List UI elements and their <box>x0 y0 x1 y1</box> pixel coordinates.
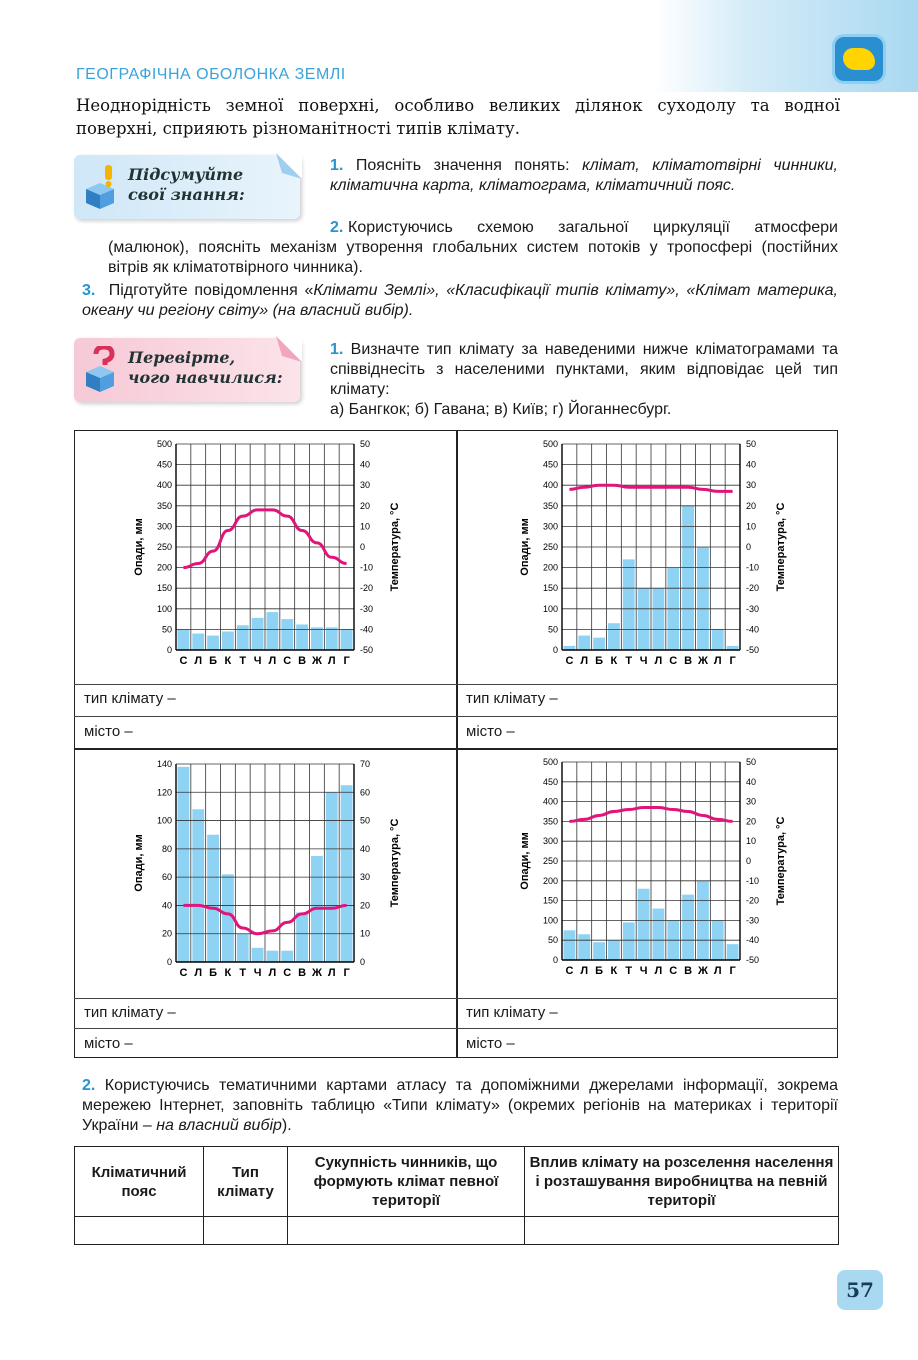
month-label: Ж <box>311 967 322 979</box>
temp-tick-label: 40 <box>746 776 757 787</box>
temp-tick-label: 30 <box>360 480 371 491</box>
block1-q2-start: 2. <box>330 219 344 236</box>
temp-tick-label: -40 <box>360 624 374 635</box>
month-label: Л <box>327 967 336 979</box>
temp-tick-label: 50 <box>746 439 757 449</box>
precip-bar <box>593 942 605 960</box>
precip-bar <box>296 624 308 650</box>
precip-bar <box>564 930 576 960</box>
precip-bar <box>192 809 204 962</box>
precip-tick-label: 400 <box>156 480 172 491</box>
month-label: Т <box>239 655 247 667</box>
city-2: місто – <box>466 723 515 740</box>
section-title: ГЕОГРАФІЧНА ОБОЛОНКА ЗЕМЛІ <box>76 66 346 83</box>
precip-bar <box>341 629 353 650</box>
temp-tick-label: 0 <box>360 957 366 967</box>
temp-axis-title: Температура, °С <box>389 818 401 908</box>
month-label: Ж <box>697 965 708 977</box>
cube-question-icon <box>82 346 120 394</box>
precip-bar <box>178 767 190 962</box>
temp-axis-title: Температура, °С <box>775 502 787 592</box>
precip-bar <box>326 627 338 650</box>
temp-tick-label: 70 <box>360 759 371 769</box>
temp-tick-label: 40 <box>746 459 757 470</box>
precip-tick-label: 150 <box>542 583 558 594</box>
temp-tick-label: 10 <box>746 521 757 532</box>
temp-tick-label: 40 <box>360 843 371 854</box>
city-3: місто – <box>84 1035 133 1052</box>
precip-tick-label: 200 <box>542 875 558 886</box>
precip-tick-label: 20 <box>161 928 172 939</box>
precip-tick-label: 350 <box>542 500 558 511</box>
temp-tick-label: 10 <box>746 836 757 847</box>
precip-bar <box>192 634 204 650</box>
cube-exclamation-icon <box>82 163 120 211</box>
month-label: К <box>610 965 618 977</box>
temp-tick-label: -30 <box>746 603 760 614</box>
precip-tick-label: 50 <box>161 624 172 635</box>
month-label: С <box>283 967 292 979</box>
precip-bar <box>727 944 739 960</box>
month-label: В <box>684 965 693 977</box>
block1-q3: 3. Підготуйте повідомлення «Клімати Землі», «Класифікації типів клімату», «Клімат материка, океану чи регіону світу» (на власний вибір). <box>82 282 838 319</box>
temp-tick-label: 30 <box>746 480 757 491</box>
temp-tick-label: 30 <box>360 872 371 883</box>
precip-bar <box>608 940 620 960</box>
precip-tick-label: 350 <box>156 500 172 511</box>
month-label: С <box>179 655 188 667</box>
precip-bar <box>638 889 650 960</box>
precip-bar <box>682 506 694 650</box>
precip-bar <box>267 951 279 962</box>
month-label: Ч <box>639 965 648 977</box>
precip-bar <box>237 934 249 962</box>
month-label: Ч <box>639 655 648 667</box>
precip-tick-label: 450 <box>156 459 172 470</box>
month-label: С <box>565 655 574 667</box>
precip-tick-label: 0 <box>166 957 172 967</box>
month-label: Л <box>268 967 277 979</box>
precip-bar <box>578 934 590 960</box>
temp-tick-label: 50 <box>746 757 757 767</box>
precip-tick-label: 500 <box>156 439 172 449</box>
month-label: Ж <box>311 655 322 667</box>
climatogram-2 <box>506 434 806 682</box>
precip-bar <box>207 835 219 962</box>
precip-bar <box>653 588 665 650</box>
month-label: С <box>669 655 678 667</box>
block2-q2: 2. Користуючись тематичними картами атласу та допоміжними джерелами інформації, зокрема мережею Інтернет, заповніть таблицю «Типи клімату» (окремих регіонів на материках і території України – на власний вибір). <box>82 1077 838 1134</box>
climate-type-2: тип клімату – <box>466 690 558 707</box>
block1-q2: Користуючись схемою загальної циркуляції атмосфери (малюнок), поясніть механізм утворення глобальних систем потоків у тропосфері (постійних вітрів як кліматотвірного чинника). <box>108 219 838 276</box>
climatogram-3 <box>120 754 420 994</box>
month-label: Г <box>343 967 350 979</box>
page-curl-icon <box>276 153 302 179</box>
month-label: Л <box>654 965 663 977</box>
precip-tick-label: 200 <box>156 562 172 573</box>
precip-tick-label: 450 <box>542 459 558 470</box>
precip-tick-label: 200 <box>542 562 558 573</box>
city-1: місто – <box>84 723 133 740</box>
precip-tick-label: 0 <box>166 645 172 655</box>
precip-axis-title: Опади, мм <box>519 518 531 576</box>
precip-bar <box>593 638 605 650</box>
page-number: 57 <box>837 1270 883 1310</box>
precip-axis-title: Опади, мм <box>133 834 145 892</box>
precip-tick-label: 100 <box>156 603 172 614</box>
precip-tick-label: 40 <box>161 900 172 911</box>
month-label: В <box>684 655 693 667</box>
climatogram-1 <box>120 434 420 682</box>
precip-axis-title: Опади, мм <box>519 832 531 890</box>
precip-tick-label: 400 <box>542 796 558 807</box>
precip-tick-label: 50 <box>547 935 558 946</box>
badge1-line2: свої знання: <box>128 185 245 204</box>
temp-tick-label: 20 <box>360 500 371 511</box>
precip-bar <box>178 629 190 650</box>
intro-paragraph: Неоднорідність земної поверхні, особливо великих ділянок суходолу та водної поверхні, сприяють різноманітності типів клімату. <box>76 96 840 138</box>
precip-bar <box>252 618 264 650</box>
precip-tick-label: 80 <box>161 843 172 854</box>
temp-tick-label: -50 <box>746 955 760 965</box>
precip-bar <box>222 631 234 650</box>
precip-bar <box>237 625 249 650</box>
month-label: Б <box>209 967 218 979</box>
temp-tick-label: 0 <box>746 856 752 866</box>
precip-tick-label: 100 <box>542 603 558 614</box>
temp-tick-label: -20 <box>746 583 760 594</box>
block2-q1: 1. Визначте тип клімату за наведеними нижче кліматограмами та співвіднесіть з населеними пунктами, яким відповідає цей тип клімату: а) Бангкок; б) Гавана; в) Київ; г) Йоганнесбург. <box>330 341 839 418</box>
precip-bar <box>207 636 219 650</box>
precip-bar <box>712 629 724 650</box>
temp-tick-label: -20 <box>360 583 374 594</box>
precip-bar <box>697 547 709 650</box>
precip-tick-label: 500 <box>542 439 558 449</box>
month-label: Б <box>595 655 604 667</box>
temp-tick-label: 10 <box>360 521 371 532</box>
precip-bar <box>623 559 635 650</box>
month-label: Б <box>209 655 218 667</box>
precip-tick-label: 50 <box>547 624 558 635</box>
col-climate-type: Тип клімату <box>204 1147 288 1217</box>
precip-tick-label: 400 <box>542 480 558 491</box>
check-badge <box>74 338 300 402</box>
precip-bar <box>608 623 620 650</box>
temp-tick-label: 20 <box>746 500 757 511</box>
temp-tick-label: 50 <box>360 815 371 826</box>
badge2-line1: Перевірте, <box>128 348 236 367</box>
precip-tick-label: 120 <box>156 787 172 798</box>
temp-tick-label: 60 <box>360 787 371 798</box>
temp-tick-label: -50 <box>746 645 760 655</box>
precip-tick-label: 450 <box>542 776 558 787</box>
month-label: В <box>298 655 307 667</box>
badge2-line2: чого навчилися: <box>128 368 283 387</box>
month-label: Ч <box>253 655 262 667</box>
table-cell[interactable] <box>288 1217 525 1245</box>
precip-bar <box>281 619 293 650</box>
month-label: К <box>224 967 232 979</box>
month-label: Л <box>194 967 203 979</box>
precip-bar <box>311 627 323 650</box>
temp-tick-label: -30 <box>746 915 760 926</box>
precip-bar <box>638 588 650 650</box>
page-curl-icon <box>276 336 302 362</box>
summarize-badge <box>74 155 300 219</box>
month-label: К <box>224 655 232 667</box>
precip-tick-label: 150 <box>156 583 172 594</box>
temp-tick-label: 0 <box>746 542 752 552</box>
temp-tick-label: 30 <box>746 796 757 807</box>
precip-bar <box>578 636 590 650</box>
precip-tick-label: 300 <box>542 836 558 847</box>
month-label: В <box>298 967 307 979</box>
temp-tick-label: -40 <box>746 935 760 946</box>
month-label: Л <box>580 965 589 977</box>
precip-tick-label: 100 <box>156 815 172 826</box>
month-label: Г <box>729 655 736 667</box>
month-label: С <box>179 967 188 979</box>
precip-bar <box>623 922 635 960</box>
precip-bar <box>341 785 353 962</box>
temp-tick-label: 0 <box>360 542 366 552</box>
ukraine-map-icon <box>832 34 886 84</box>
precip-tick-label: 300 <box>156 521 172 532</box>
temp-tick-label: -30 <box>360 603 374 614</box>
badge1-line1: Підсумуйте <box>128 165 244 184</box>
col-climate-belt: Кліматичний пояс <box>75 1147 204 1217</box>
month-label: Л <box>580 655 589 667</box>
temp-tick-label: 20 <box>746 816 757 827</box>
precip-bar <box>252 948 264 962</box>
precip-tick-label: 350 <box>542 816 558 827</box>
month-label: Ч <box>253 967 262 979</box>
precip-tick-label: 500 <box>542 757 558 767</box>
climate-types-table <box>74 1146 839 1245</box>
month-label: С <box>283 655 292 667</box>
temp-tick-label: -50 <box>360 645 374 655</box>
city-options: а) Бангкок; б) Гавана; в) Київ; г) Йоганнесбург. <box>330 401 672 418</box>
climate-type-1: тип клімату – <box>84 690 176 707</box>
temp-tick-label: -20 <box>746 895 760 906</box>
precip-tick-label: 0 <box>552 955 558 965</box>
month-label: Л <box>654 655 663 667</box>
month-label: К <box>610 655 618 667</box>
temp-tick-label: 40 <box>360 459 371 470</box>
month-label: Т <box>625 655 633 667</box>
precip-tick-label: 60 <box>161 872 172 883</box>
month-label: Л <box>194 655 203 667</box>
table-cell[interactable] <box>525 1217 839 1245</box>
precip-axis-title: Опади, мм <box>133 518 145 576</box>
climate-type-4: тип клімату – <box>466 1004 558 1021</box>
month-label: С <box>669 965 678 977</box>
temp-tick-label: 10 <box>360 928 371 939</box>
precip-bar <box>653 909 665 960</box>
temp-axis-title: Температура, °С <box>775 816 787 906</box>
col-influence: Вплив клімату на розселення населення і розташування виробництва на певній території <box>525 1147 839 1217</box>
climate-type-3: тип клімату – <box>84 1004 176 1021</box>
month-label: Л <box>713 965 722 977</box>
city-4: місто – <box>466 1035 515 1052</box>
table-cell[interactable] <box>75 1217 204 1245</box>
month-label: Г <box>343 655 350 667</box>
precip-tick-label: 140 <box>156 759 172 769</box>
precip-tick-label: 0 <box>552 645 558 655</box>
precip-tick-label: 300 <box>542 521 558 532</box>
temp-tick-label: -40 <box>746 624 760 635</box>
precip-bar <box>281 951 293 962</box>
table-cell[interactable] <box>204 1217 288 1245</box>
temp-axis-title: Температура, °С <box>389 502 401 592</box>
precip-bar <box>682 895 694 960</box>
month-label: Т <box>625 965 633 977</box>
precip-tick-label: 150 <box>542 895 558 906</box>
precip-tick-label: 250 <box>542 542 558 552</box>
block1-q1: 1. Поясніть значення понять: клімат, кліматотвірні чинники, кліматична карта, кліматограма, кліматичний пояс. <box>330 157 838 194</box>
temp-tick-label: 20 <box>360 900 371 911</box>
month-label: Ж <box>697 655 708 667</box>
precip-tick-label: 250 <box>156 542 172 552</box>
temp-tick-label: -10 <box>746 875 760 886</box>
month-label: Г <box>729 965 736 977</box>
month-label: Т <box>239 967 247 979</box>
climatogram-4 <box>506 752 806 992</box>
col-factors: Сукупність чинників, що формують клімат певної території <box>288 1147 525 1217</box>
temp-tick-label: -10 <box>360 562 374 573</box>
temp-tick-label: 50 <box>360 439 371 449</box>
month-label: Л <box>327 655 336 667</box>
temp-tick-label: -10 <box>746 562 760 573</box>
month-label: Б <box>595 965 604 977</box>
precip-tick-label: 250 <box>542 856 558 866</box>
month-label: Л <box>713 655 722 667</box>
month-label: С <box>565 965 574 977</box>
precip-bar <box>267 612 279 650</box>
grid-divider <box>456 430 458 1058</box>
precip-tick-label: 100 <box>542 915 558 926</box>
precip-bar <box>296 913 308 963</box>
month-label: Л <box>268 655 277 667</box>
